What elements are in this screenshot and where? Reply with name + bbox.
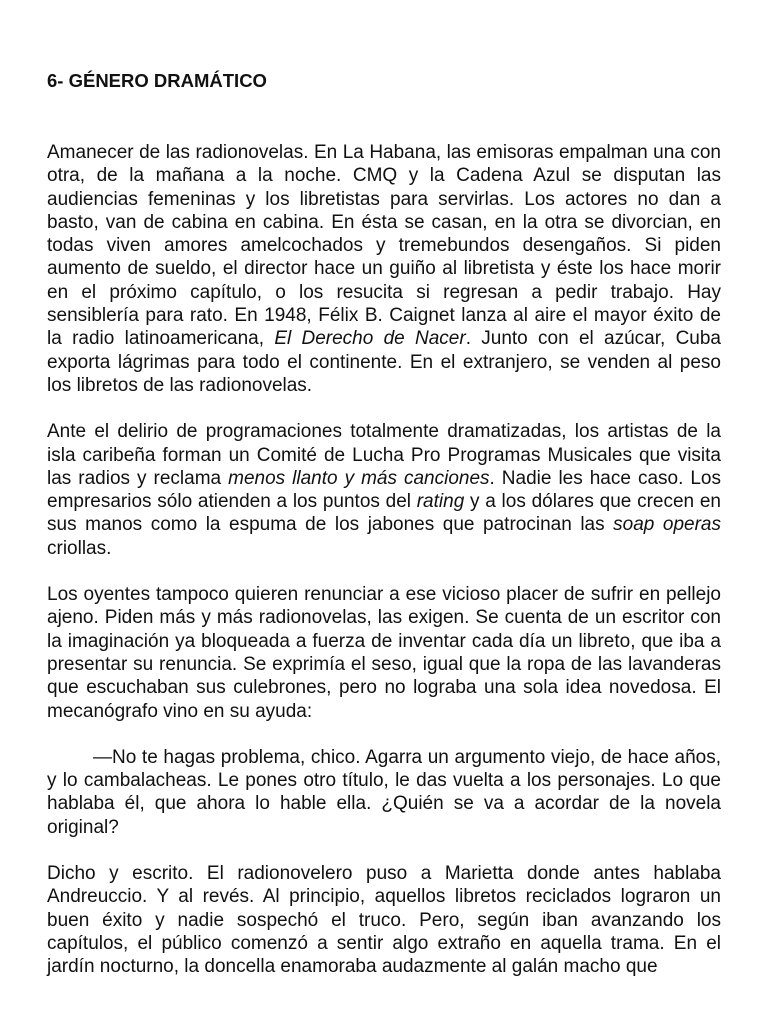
paragraph-2 xyxy=(47,420,721,560)
text-run: y a los dólares que crecen en sus manos como la espuma de los jabones que patrocinan las xyxy=(47,491,721,536)
text-run: Los oyentes tampoco quieren renunciar a ese vicioso placer de sufrir en pellejo ajeno. Piden más y más radionovelas, las exigen. Se cuenta de un escritor con la imaginación ya bloqueada a fuerza de inventar cada día un libreto, que iba a presentar su renuncia. Se exprimía el seso, igual que la ropa de las lavanderas que escuchaban sus culebrones, pero no lograba una sola idea novedosa. El mecanógrafo vino en su ayuda: xyxy=(47,584,721,722)
italic-text-run: El Derecho de Nacer xyxy=(274,328,466,350)
text-run: . Junto con el azúcar, Cuba exporta lágrimas para todo el continente. En el extranjero, se venden al peso los libretos de las radionovelas. xyxy=(47,328,721,396)
text-run: Dicho y escrito. El radionovelero puso a Marietta donde antes hablaba Andreuccio. Y al revés. Al principio, aquellos libretos reciclados lograron un buen éxito y nadie sospechó el truco. Pero, según iban avanzando los capítulos, el público comenzó a sentir algo extraño en aquella trama. En el jardín nocturno, la doncella enamoraba audazmente al galán macho que xyxy=(47,863,721,978)
paragraph-5 xyxy=(47,862,721,978)
italic-text-run: menos llanto y más canciones xyxy=(228,467,490,489)
paragraph-1 xyxy=(47,141,721,397)
paragraph-3 xyxy=(47,583,721,723)
text-run: —No te hagas problema, chico. Agarra un argumento viejo, de hace años, y lo cambalacheas. Le pones otro título, le das vuelta a los personajes. Lo que hablaba él, que ahora lo hable ella. ¿Quién se va a acordar de la novela original? xyxy=(47,746,721,838)
document-page xyxy=(47,68,721,1002)
text-run: Ante el delirio de programaciones totalmente dramatizadas, los artistas de la isla caribeña forman un Comité de Lucha Pro Programas Musicales que visita las radios y reclama xyxy=(47,421,721,489)
italic-text-run: rating xyxy=(416,491,465,513)
text-run: Amanecer de las radionovelas. En La Habana, las emisoras empalman una con otra, de la mañana a la noche. CMQ y la Cadena Azul se disputan las audiencias femeninas y los libretistas para servirlas. Los actores no dan a basto, van de cabina en cabina. En ésta se casan, en la otra se divorcian, en todas viven amores amelcochados y tremebundos desengaños. Si piden aumento de sueldo, el director hace un guiño al libretista y éste los hace morir en el próximo capítulo, o los resucita si regresan a pedir trabajo. Hay sensiblería para rato. En 1948, Félix B. Caignet lanza al aire el mayor éxito de la radio latinoamericana, xyxy=(47,142,721,350)
text-run: . Nadie les hace caso. Los empresarios sólo atienden a los puntos del xyxy=(47,467,721,513)
document-title: 6- GÉNERO DRAMÁTICO xyxy=(47,70,267,91)
italic-text-run: soap operas xyxy=(613,514,721,536)
text-run: criollas. xyxy=(47,537,112,559)
paragraph-4-dialogue xyxy=(47,746,721,839)
